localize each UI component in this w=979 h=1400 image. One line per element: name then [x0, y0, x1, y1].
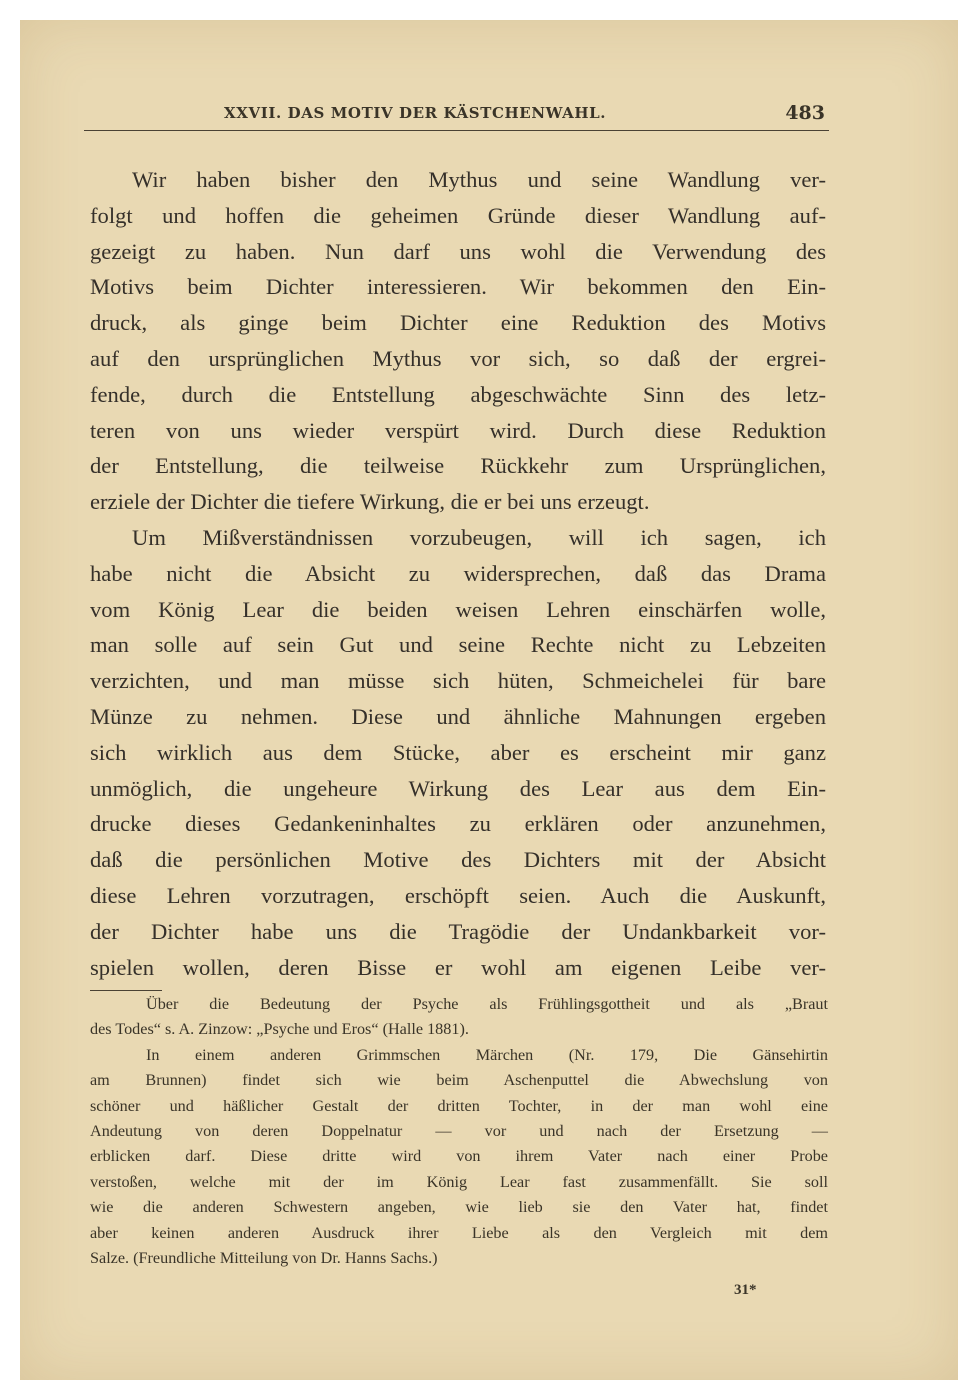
body-line: man solle auf sein Gut und seine Rechte nicht zu Lebzeiten: [90, 632, 826, 658]
body-line: druck, als ginge beim Dichter eine Reduktion des Motivs: [90, 310, 826, 336]
body-line: der Entstellung, die teilweise Rückkehr zum Ursprünglichen,: [90, 453, 826, 479]
body-line: teren von uns wieder verspürt wird. Durch diese Reduktion: [90, 417, 826, 443]
footnote-line: Andeutung von deren Doppelnatur — vor und nach der Ersetzung —: [90, 1121, 828, 1140]
body-line: drucke dieses Gedankeninhaltes zu erklären oder anzunehmen,: [90, 811, 826, 837]
footnote-line: wie die anderen Schwestern angeben, wie lieb sie den Vater hat, findet: [90, 1198, 828, 1217]
footnote-line: verstoßen, welche mit der im König Lear fast zusammenfällt. Sie soll: [90, 1172, 828, 1191]
footnote-line: In einem anderen Grimmschen Märchen (Nr. 179, Die Gänsehirtin: [146, 1045, 828, 1064]
body-line: auf den ursprünglichen Mythus vor sich, so daß der ergrei-: [90, 345, 826, 371]
body-line: verzichten, und man müsse sich hüten, Schmeichelei für bare: [90, 668, 826, 694]
body-line: unmöglich, die ungeheure Wirkung des Lear aus dem Ein-: [90, 775, 826, 801]
header-rule: [84, 130, 829, 131]
body-line: habe nicht die Absicht zu widersprechen, daß das Drama: [90, 560, 826, 586]
body-line: Münze zu nehmen. Diese und ähnliche Mahnungen ergeben: [90, 703, 826, 729]
body-line: daß die persönlichen Motive des Dichters mit der Absicht: [90, 847, 826, 873]
footnotes: [90, 992, 828, 1271]
page-number: 483: [785, 102, 825, 124]
running-header: [84, 100, 829, 132]
body-line: Um Mißverständnissen vorzubeugen, will ich sagen, ich: [132, 524, 826, 550]
footnote-line: Salze. (Freundliche Mitteilung von Dr. Hanns Sachs.): [90, 1248, 438, 1267]
sheet-signature: 31*: [734, 1282, 757, 1298]
body-line: diese Lehren vorzutragen, erschöpft seien. Auch die Auskunft,: [90, 882, 826, 908]
footnote-line: Über die Bedeutung der Psyche als Frühlingsgottheit und als „Braut: [146, 995, 828, 1013]
chapter-title: XXVII. DAS MOTIV DER KÄSTCHENWAHL.: [224, 104, 607, 122]
body-line: gezeigt zu haben. Nun darf uns wohl die Verwendung des: [90, 238, 826, 264]
body-line: spielen wollen, deren Bisse er wohl am eigenen Leibe ver-: [90, 954, 826, 980]
body-line: Motivs beim Dichter interessieren. Wir bekommen den Ein-: [90, 274, 826, 300]
footnote-line: des Todes“ s. A. Zinzow: „Psyche und Eros“ (Halle 1881).: [90, 1020, 469, 1039]
body-line: vom König Lear die beiden weisen Lehren einschärfen wolle,: [90, 596, 826, 622]
body-line: erziele der Dichter die tiefere Wirkung, die er bei uns erzeugt.: [90, 489, 650, 515]
footnote-rule: [90, 990, 162, 991]
footnote-line: aber keinen anderen Ausdruck ihrer Liebe als den Vergleich mit dem: [90, 1223, 828, 1242]
footnote-line: erblicken darf. Diese dritte wird von ihrem Vater nach einer Probe: [90, 1147, 828, 1166]
body-line: Wir haben bisher den Mythus und seine Wandlung ver-: [132, 167, 826, 192]
body-line: der Dichter habe uns die Tragödie der Undankbarkeit vor-: [90, 918, 826, 944]
body-line: sich wirklich aus dem Stücke, aber es erscheint mir ganz: [90, 739, 826, 765]
body-text: [90, 162, 826, 985]
footnote-line: am Brunnen) findet sich wie beim Aschenputtel die Abwechslung von: [90, 1071, 828, 1090]
footnote-line: schöner und häßlicher Gestalt der dritten Tochter, in der man wohl eine: [90, 1096, 828, 1115]
body-line: folgt und hoffen die geheimen Gründe dieser Wandlung auf-: [90, 202, 826, 228]
body-line: fende, durch die Entstellung abgeschwächte Sinn des letz-: [90, 381, 826, 407]
